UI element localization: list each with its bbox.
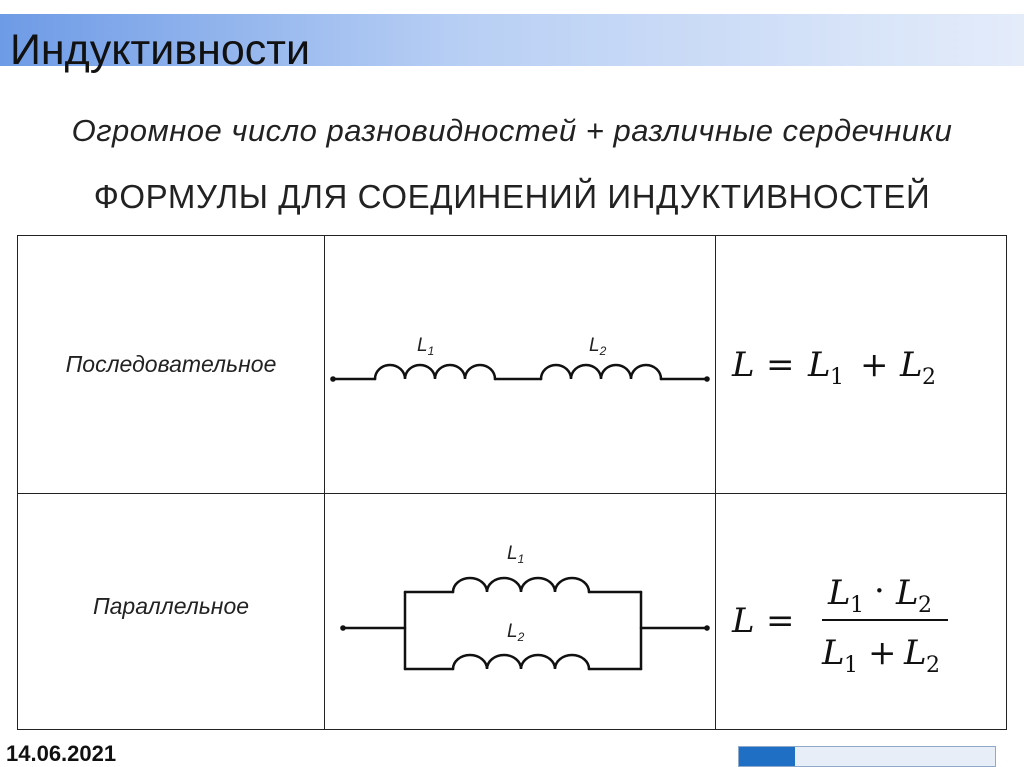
denominator-sub-2: 2 (926, 653, 940, 678)
inductor-l1-label: $L_1$ (417, 334, 435, 358)
formula-cell (716, 236, 1007, 494)
series-circuit-diagram (325, 239, 715, 491)
inductor-l2-label: $L_2$ (589, 334, 607, 358)
slide-progress-fill (739, 747, 795, 766)
formula-plus: + (860, 345, 889, 385)
formula-sub-1: 1 (830, 365, 844, 390)
terminal-dot (704, 625, 710, 631)
formula-equals: = (766, 601, 795, 641)
parallel-formula (716, 494, 1006, 724)
numerator-term-l1: L (828, 573, 851, 613)
formula-lhs: L (732, 345, 755, 385)
formula-lhs: L (732, 601, 755, 641)
slide-progress-bar (738, 746, 996, 767)
table-row-parallel (18, 494, 1007, 730)
connection-type-cell (18, 494, 325, 730)
title-bar (0, 14, 1024, 74)
formula-cell (716, 494, 1007, 730)
inductor-l1-label: $L_1$ (507, 542, 525, 566)
inductor-l1-coil (453, 578, 589, 592)
terminal-dot (340, 625, 346, 631)
numerator-sub-1: 1 (850, 593, 864, 618)
formula-term-l1: L (808, 345, 831, 385)
inductor-l2-label: $L_2$ (507, 620, 525, 644)
denominator-sub-1: 1 (844, 653, 858, 678)
slide-title: Индуктивности (10, 26, 310, 74)
table-row-series (18, 236, 1007, 494)
formula-equals: = (766, 345, 795, 385)
formula-term-l2: L (900, 345, 923, 385)
denominator-term-l1: L (822, 633, 845, 673)
numerator-dot: · (874, 571, 885, 611)
connection-type-label: Последовательное (65, 351, 277, 377)
numerator-sub-2: 2 (918, 593, 932, 618)
circuit-cell (325, 236, 716, 494)
inductor-l1-coil (375, 365, 495, 379)
denominator-plus: + (868, 633, 897, 673)
series-formula (716, 236, 1006, 488)
circuit-cell (325, 494, 716, 730)
terminal-dot (704, 376, 710, 382)
slide-subtitle: Огромное число разновидностей + различные сердечники (71, 113, 953, 148)
inductor-l2-coil (453, 655, 589, 669)
connection-type-cell (18, 236, 325, 494)
formula-sub-2: 2 (922, 365, 936, 390)
connection-type-label: Параллельное (92, 593, 250, 619)
inductor-l2-coil (541, 365, 661, 379)
denominator-term-l2: L (904, 633, 927, 673)
terminal-dot (330, 376, 336, 382)
formulas-table (17, 235, 1007, 717)
numerator-term-l2: L (896, 573, 919, 613)
slide-date: 14.06.2021 (6, 741, 117, 766)
section-heading: ФОРМУЛЫ ДЛЯ СОЕДИНЕНИЙ ИНДУКТИВНОСТЕЙ (93, 178, 931, 215)
parallel-circuit-diagram (325, 497, 715, 727)
